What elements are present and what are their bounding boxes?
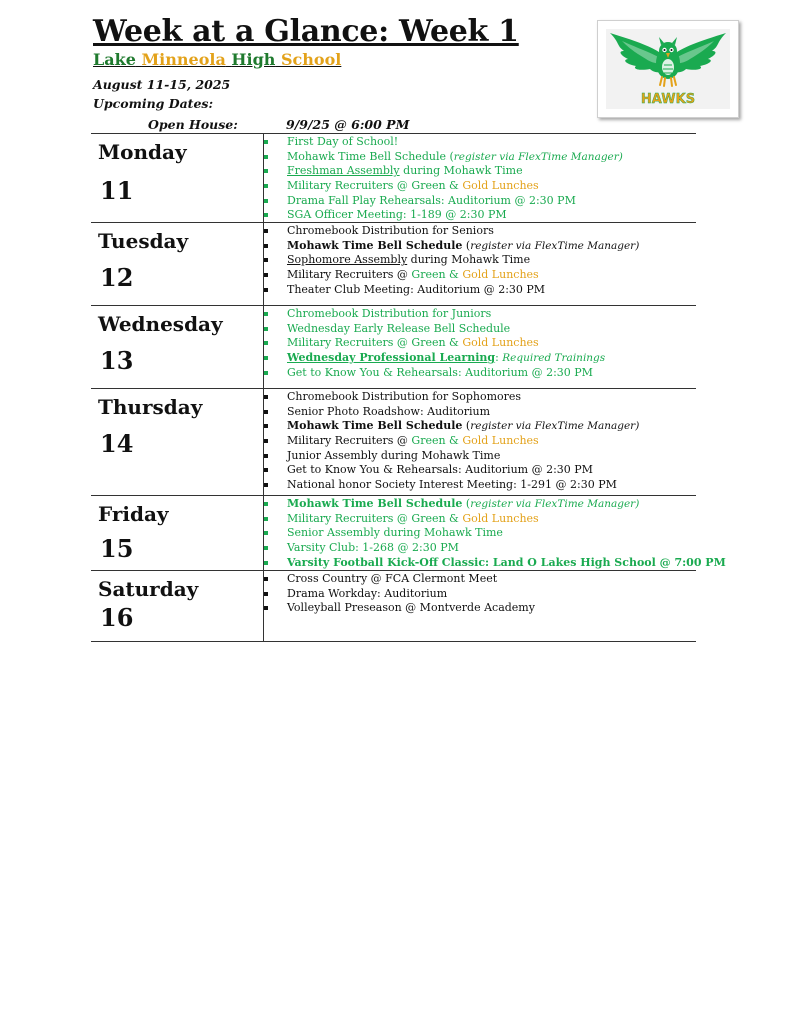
event-item xyxy=(263,268,696,283)
event-item xyxy=(263,351,696,366)
day-cell xyxy=(91,571,264,641)
event-text: Gold Lunches xyxy=(462,434,539,448)
day-number: 11 xyxy=(100,176,134,205)
event-text: Military Recruiters @ Green & xyxy=(287,336,463,350)
school-logo xyxy=(597,20,739,118)
event-text: Gold Lunches xyxy=(462,336,539,350)
event-item xyxy=(263,526,696,541)
event-text: register via FlexTime Manager) xyxy=(453,150,623,163)
square-bullet-icon xyxy=(264,341,268,345)
event-text: register via FlexTime Manager) xyxy=(470,239,640,252)
day-name: Monday xyxy=(98,140,187,164)
day-number: 14 xyxy=(100,429,134,458)
day-cell xyxy=(91,306,264,388)
event-item xyxy=(263,283,696,298)
square-bullet-icon xyxy=(264,502,268,506)
event-text: Get to Know You & Rehearsals: Auditorium @ 2:30 PM xyxy=(287,365,593,379)
hawk-mascot-icon xyxy=(606,29,730,109)
event-text: Theater Club Meeting: Auditorium @ 2:30 PM xyxy=(287,282,546,296)
event-text: register via FlexTime Manager) xyxy=(470,420,640,433)
day-row-wednesday xyxy=(91,305,696,388)
square-bullet-icon xyxy=(264,468,268,472)
day-number: 12 xyxy=(100,263,134,292)
event-text: Wednesday Early Release Bell Schedule xyxy=(287,321,511,335)
open-house-date: 9/9/25 @ 6:00 PM xyxy=(286,117,410,132)
day-row-friday xyxy=(91,495,726,570)
day-cell xyxy=(91,496,264,570)
event-list xyxy=(263,390,696,493)
event-text: Sophomore Assembly xyxy=(287,253,408,267)
square-bullet-icon xyxy=(264,169,268,173)
square-bullet-icon xyxy=(264,140,268,144)
event-list xyxy=(263,224,696,297)
event-list xyxy=(263,497,726,570)
day-row-tuesday xyxy=(91,222,696,305)
event-text: : xyxy=(495,351,503,365)
day-cell xyxy=(91,389,264,495)
upcoming-dates-label: Upcoming Dates: xyxy=(93,96,214,111)
event-text: Green & xyxy=(411,434,463,448)
event-text: Military Recruiters @ Green & xyxy=(287,179,463,193)
event-list xyxy=(263,307,696,380)
square-bullet-icon xyxy=(264,517,268,521)
event-item xyxy=(263,405,696,420)
event-text: Drama Fall Play Rehearsals: Auditorium @ 2:30 PM xyxy=(287,193,576,207)
square-bullet-icon xyxy=(264,312,268,316)
event-text: Gold Lunches xyxy=(462,268,539,282)
week-dates: August 11-15, 2025 xyxy=(93,77,231,92)
event-item xyxy=(263,587,696,602)
square-bullet-icon xyxy=(264,483,268,487)
day-name: Saturday xyxy=(98,577,199,601)
event-text: Get to Know You & Rehearsals: Auditorium @ 2:30 PM xyxy=(287,463,593,477)
event-item xyxy=(263,150,696,165)
square-bullet-icon xyxy=(264,371,268,375)
event-text: Chromebook Distribution for Seniors xyxy=(287,224,494,237)
event-text: Military Recruiters @ xyxy=(287,434,412,448)
event-item xyxy=(263,601,696,616)
square-bullet-icon xyxy=(264,577,268,581)
event-text: Gold Lunches xyxy=(462,511,539,525)
event-item xyxy=(263,366,696,381)
school-name-school: School xyxy=(281,50,342,69)
event-item xyxy=(263,497,696,512)
square-bullet-icon xyxy=(264,606,268,610)
day-row-saturday xyxy=(91,570,696,642)
square-bullet-icon xyxy=(264,561,268,565)
event-text: Senior Assembly during Mohawk Time xyxy=(287,526,503,540)
event-text: Military Recruiters @ Green & xyxy=(287,511,463,525)
event-text: Senior Photo Roadshow: Auditorium xyxy=(287,404,491,418)
school-name-lake: Lake xyxy=(93,50,136,69)
square-bullet-icon xyxy=(264,288,268,292)
square-bullet-icon xyxy=(264,327,268,331)
event-item xyxy=(263,572,696,587)
event-item xyxy=(263,541,696,556)
event-text: Chromebook Distribution for Juniors xyxy=(287,307,492,320)
event-text: ( xyxy=(462,497,471,510)
square-bullet-icon xyxy=(264,199,268,203)
event-item xyxy=(263,463,696,478)
square-bullet-icon xyxy=(264,184,268,188)
event-text: ( xyxy=(462,419,471,433)
event-item xyxy=(263,555,726,571)
square-bullet-icon xyxy=(264,592,268,596)
school-name-high: High xyxy=(231,50,276,69)
square-bullet-icon xyxy=(264,229,268,233)
event-list xyxy=(263,135,696,223)
event-item xyxy=(263,307,696,322)
day-row-thursday xyxy=(91,388,696,495)
event-text: Chromebook Distribution for Sophomores xyxy=(287,390,522,403)
square-bullet-icon xyxy=(264,273,268,277)
day-name: Thursday xyxy=(98,395,203,419)
day-number: 13 xyxy=(100,346,134,375)
school-name xyxy=(93,50,341,69)
day-row-monday xyxy=(91,133,696,222)
day-name: Tuesday xyxy=(98,229,189,253)
event-item xyxy=(263,164,696,179)
event-text: Volleyball Preseason @ Montverde Academy xyxy=(287,601,535,615)
event-text: Junior Assembly during Mohawk Time xyxy=(287,448,501,462)
event-item xyxy=(263,322,696,337)
event-text: during Mohawk Time xyxy=(399,164,523,178)
event-text: Gold Lunches xyxy=(462,179,539,193)
day-name: Wednesday xyxy=(98,312,223,336)
open-house-label: Open House: xyxy=(148,117,238,132)
event-text: SGA Officer Meeting: 1-189 @ 2:30 PM xyxy=(287,208,507,222)
event-item xyxy=(263,449,696,464)
day-number: 15 xyxy=(100,534,134,563)
event-item xyxy=(263,336,696,351)
page-title: Week at a Glance: Week 1 xyxy=(93,14,519,49)
square-bullet-icon xyxy=(264,356,268,360)
square-bullet-icon xyxy=(264,213,268,217)
event-text: Mohawk Time Bell Schedule ( xyxy=(287,149,454,163)
event-text: Wednesday Professional Learning xyxy=(287,351,496,365)
logo-background xyxy=(606,29,730,109)
event-text: Mohawk Time Bell Schedule xyxy=(287,419,463,433)
square-bullet-icon xyxy=(264,395,268,399)
event-text: register via FlexTime Manager) xyxy=(470,498,640,510)
event-item xyxy=(263,512,696,527)
event-list xyxy=(263,572,696,616)
square-bullet-icon xyxy=(264,546,268,550)
day-name: Friday xyxy=(98,502,169,526)
event-text: Mohawk Time Bell Schedule xyxy=(287,238,463,252)
event-text: during Mohawk Time xyxy=(407,253,531,267)
event-item xyxy=(263,253,696,268)
day-cell xyxy=(91,134,264,222)
square-bullet-icon xyxy=(264,424,268,428)
day-number: 16 xyxy=(100,603,134,632)
square-bullet-icon xyxy=(264,244,268,248)
event-text: ( xyxy=(462,238,471,252)
event-text: Military Recruiters @ xyxy=(287,268,412,282)
event-text: Varsity Football Kick-Off Classic: Land O Lakes High School @ 7:00 PM xyxy=(287,555,726,569)
event-item xyxy=(263,194,696,209)
event-item xyxy=(263,208,696,223)
event-item xyxy=(263,135,696,150)
event-item xyxy=(263,478,696,493)
event-text: Freshman Assembly xyxy=(287,164,400,178)
event-item xyxy=(263,419,696,434)
event-item xyxy=(263,224,696,239)
event-text: First Day of School! xyxy=(287,135,399,148)
square-bullet-icon xyxy=(264,258,268,262)
event-text: Drama Workday: Auditorium xyxy=(287,586,448,600)
weekly-schedule-table xyxy=(91,133,726,642)
event-item xyxy=(263,434,696,449)
event-text: Cross Country @ FCA Clermont Meet xyxy=(287,572,498,585)
event-text: Mohawk Time Bell Schedule xyxy=(287,497,463,510)
day-cell xyxy=(91,223,264,305)
school-name-minneola: Minneola xyxy=(141,50,226,69)
square-bullet-icon xyxy=(264,155,268,159)
logo-text: HAWKS xyxy=(640,92,696,107)
event-text: Varsity Club: 1-268 @ 2:30 PM xyxy=(287,541,459,555)
event-text: National honor Society Interest Meeting: 1-291 @ 2:30 PM xyxy=(287,478,617,492)
event-text: Required Trainings xyxy=(502,352,606,365)
square-bullet-icon xyxy=(264,439,268,443)
square-bullet-icon xyxy=(264,410,268,414)
square-bullet-icon xyxy=(264,454,268,458)
event-item xyxy=(263,179,696,194)
square-bullet-icon xyxy=(264,531,268,535)
event-item xyxy=(263,239,696,254)
event-text: Green & xyxy=(411,268,463,282)
event-item xyxy=(263,390,696,405)
